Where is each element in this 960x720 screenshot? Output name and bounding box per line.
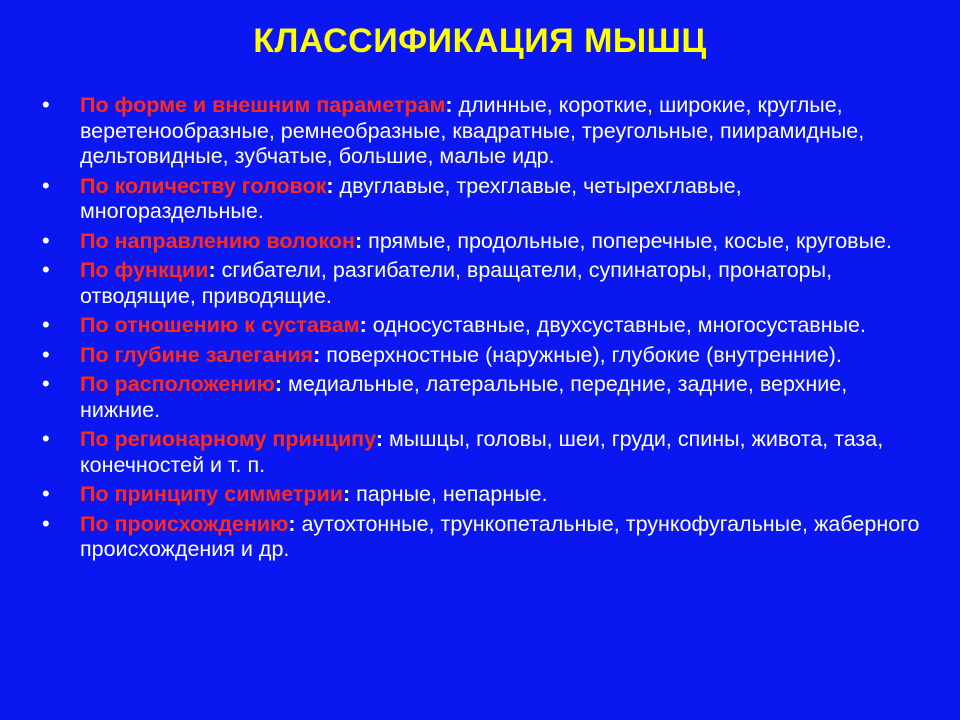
bullet-icon: • [42,257,50,282]
list-item [40,93,920,170]
bullet-icon: • [42,227,50,253]
bullet-icon: • [42,481,50,506]
item-label: По направлению волокон [80,228,356,253]
item-label: По форме и внешним параметрам [80,93,446,117]
list-item [40,258,920,309]
colon: : [355,228,363,253]
bullet-icon: • [42,172,50,198]
item-text: сгибатели, разгибатели, вращатели, супинаторы, пронаторы, отводящие, приводящие. [80,258,833,308]
list-item [40,482,920,508]
colon: : [288,511,296,536]
item-label: По отношению к суставам [80,313,360,337]
bullet-icon: • [42,92,50,117]
list-item [40,343,920,369]
colon: : [313,342,321,367]
item-text: длинные, короткие, широкие, круглые, веретенообразные, ремнеобразные, квадратные, треугольные, пиирамидные, дельтовидные, зубчатые, большие, малые идр. [80,93,865,168]
item-label: По расположению [80,372,275,396]
colon: : [445,93,453,117]
bullet-icon: • [42,371,50,396]
list-item [40,372,920,423]
item-text: парные, непарные. [350,482,548,506]
list-item [40,229,920,255]
item-text: аутохтонные, трункопетальные, трункофугальные, жаберного происхождения и др. [80,511,920,561]
bullet-icon: • [42,510,50,536]
list-item [40,174,920,225]
list-item [40,427,920,478]
item-text: прямые, продольные, поперечные, косые, круговые. [362,228,892,253]
colon: : [359,313,367,337]
item-label: По регионарному принципу [80,427,376,451]
item-text: медиальные, латеральные, передние, задние, верхние, нижние. [80,372,848,422]
colon: : [274,372,283,396]
colon: : [208,258,216,282]
bullet-icon: • [42,341,50,367]
slide-title: КЛАССИФИКАЦИЯ МЫШЦ [253,22,707,60]
classification-list [40,93,920,567]
colon: : [375,427,384,451]
item-label: По принципу симметрии [80,482,343,506]
item-text: мышцы, головы, шеи, груди, спины, живота, таза, конечностей и т. п. [80,427,884,477]
colon: : [326,173,334,198]
list-item [40,313,920,339]
item-text: двуглавые, трехглавые, четырехглавые, многораздельные. [80,173,742,223]
item-text: односуставные, двухсуставные, многосуставные. [366,313,866,337]
item-label: По функции [80,258,209,282]
bullet-icon: • [42,426,50,451]
colon: : [343,482,351,506]
list-item [40,512,920,563]
item-text: поверхностные (наружные), глубокие (внутренние). [320,342,842,367]
item-label: По происхождению [80,511,289,536]
item-label: По глубине залегания [80,342,314,367]
item-label: По количеству головок [80,173,327,198]
bullet-icon: • [42,312,50,337]
